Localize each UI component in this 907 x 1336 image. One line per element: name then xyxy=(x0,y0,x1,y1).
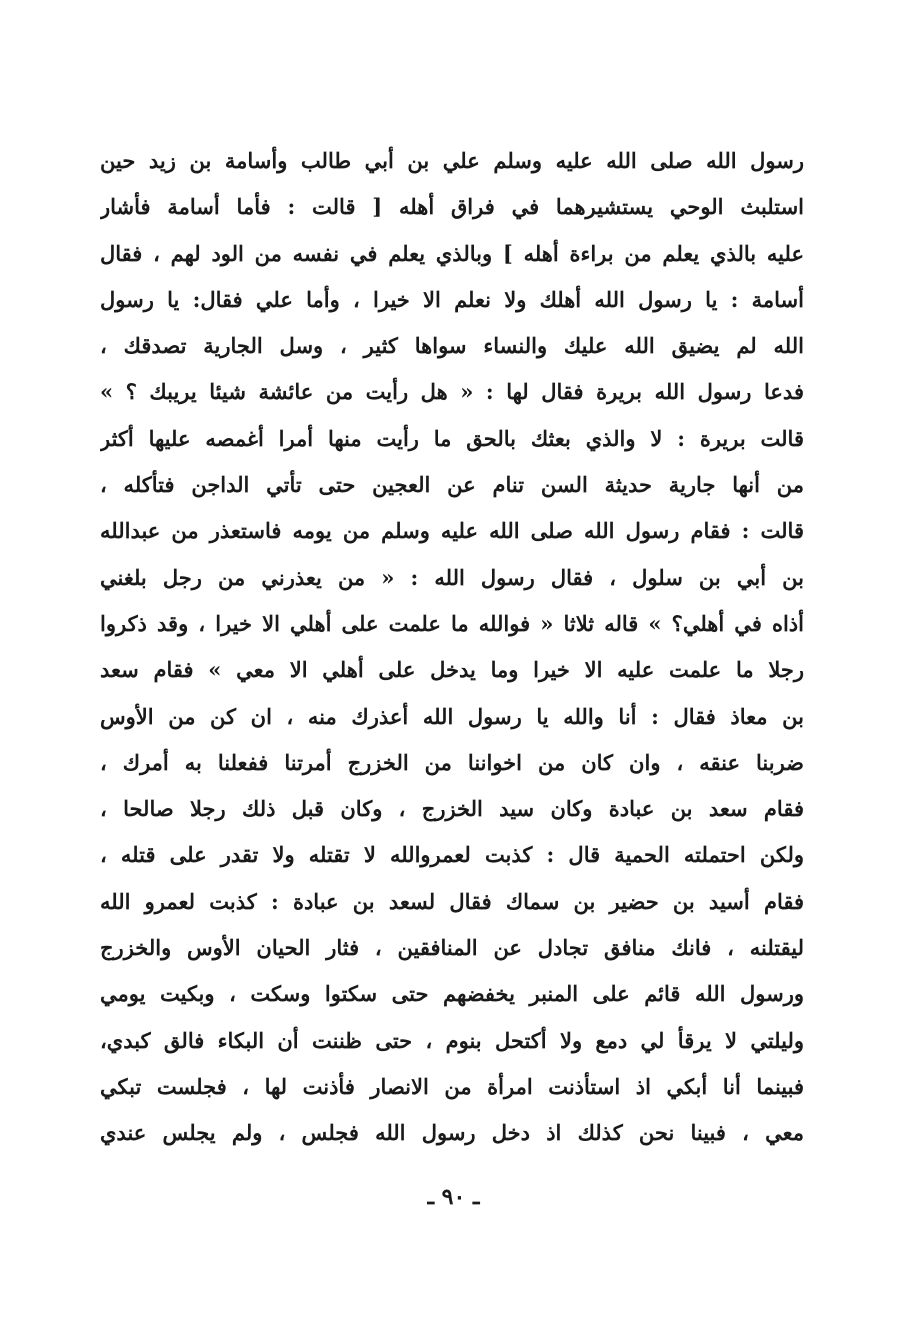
text-line-3: عليه بالذي يعلم من براءة أهله ] وبالذي يعلم في نفسه من الود لهم ، فقال xyxy=(100,240,804,266)
text-line-5: الله لم يضيق الله عليك والنساء سواها كثير ، وسل الجارية تصدقك ، xyxy=(100,333,804,359)
text-line-17: فقام أسيد بن حضير بن سماك فقال لسعد بن عبادة : كذبت لعمرو الله xyxy=(100,888,804,914)
text-line-2: استلبث الوحي يستشيرهما في فراق أهله [ قالت : فأما أسامة فأشار xyxy=(100,194,804,220)
text-line-16: ولكن احتملته الحمية قال : كذبت لعمروالله لا تقتله ولا تقدر على قتله ، xyxy=(100,842,804,868)
text-line-15: فقام سعد بن عبادة وكان سيد الخزرج ، وكان قبل ذلك رجلا صالحا ، xyxy=(100,796,804,822)
text-line-9: قالت : فقام رسول الله صلى الله عليه وسلم من يومه فاستعذر من عبدالله xyxy=(100,518,804,544)
text-line-12: رجلا ما علمت عليه الا خيرا وما يدخل على أهلي الا معي » فقام سعد xyxy=(100,657,804,683)
page-number: ـ ٩٠ ـ xyxy=(427,1184,480,1210)
text-line-10: بن أبي بن سلول ، فقال رسول الله : « من يعذرني من رجل بلغني xyxy=(100,564,804,590)
text-line-1: رسول الله صلى الله عليه وسلم علي بن أبي طالب وأسامة بن زيد حين xyxy=(100,148,804,173)
text-line-21: فبينما أنا أبكي اذ استأذنت امرأة من الانصار فأذنت لها ، فجلست تبكي xyxy=(100,1073,804,1099)
text-line-4: أسامة : يا رسول الله أهلك ولا نعلم الا خيرا ، وأما علي فقال: يا رسول xyxy=(100,286,804,312)
text-line-7: قالت بريرة : لا والذي بعثك بالحق ما رأيت منها أمرا أغمصه عليها أكثر xyxy=(100,425,804,451)
text-line-11: أذاه في أهلي؟ » قاله ثلاثا « فوالله ما علمت على أهلي الا خيرا ، وقد ذكروا xyxy=(100,610,804,636)
text-line-8: من أنها جارية حديثة السن تنام عن العجين حتى تأتي الداجن فتأكله ، xyxy=(100,472,804,498)
text-line-22: معي ، فبينا نحن كذلك اذ دخل رسول الله فجلس ، ولم يجلس عندي xyxy=(100,1120,804,1146)
text-line-19: ورسول الله قائم على المنبر يخفضهم حتى سكتوا وسكت ، وبكيت يومي xyxy=(100,981,804,1007)
text-line-13: بن معاذ فقال : أنا والله يا رسول الله أعذرك منه ، ان كن من الأوس xyxy=(100,703,804,729)
text-line-14: ضربنا عنقه ، وان كان من اخواننا من الخزرج أمرتنا ففعلنا به أمرك ، xyxy=(100,749,804,775)
text-line-6: فدعا رسول الله بريرة فقال لها : « هل رأيت من عائشة شيئا يريبك ؟ » xyxy=(100,379,804,405)
text-line-18: ليقتلنه ، فانك منافق تجادل عن المنافقين ، فثار الحيان الأوس والخزرج xyxy=(100,935,804,961)
text-line-20: وليلتي لا يرقأ لي دمع ولا أكتحل بنوم ، حتى ظننت أن البكاء فالق كبدي، xyxy=(100,1027,804,1053)
page-body-text xyxy=(100,138,804,1157)
